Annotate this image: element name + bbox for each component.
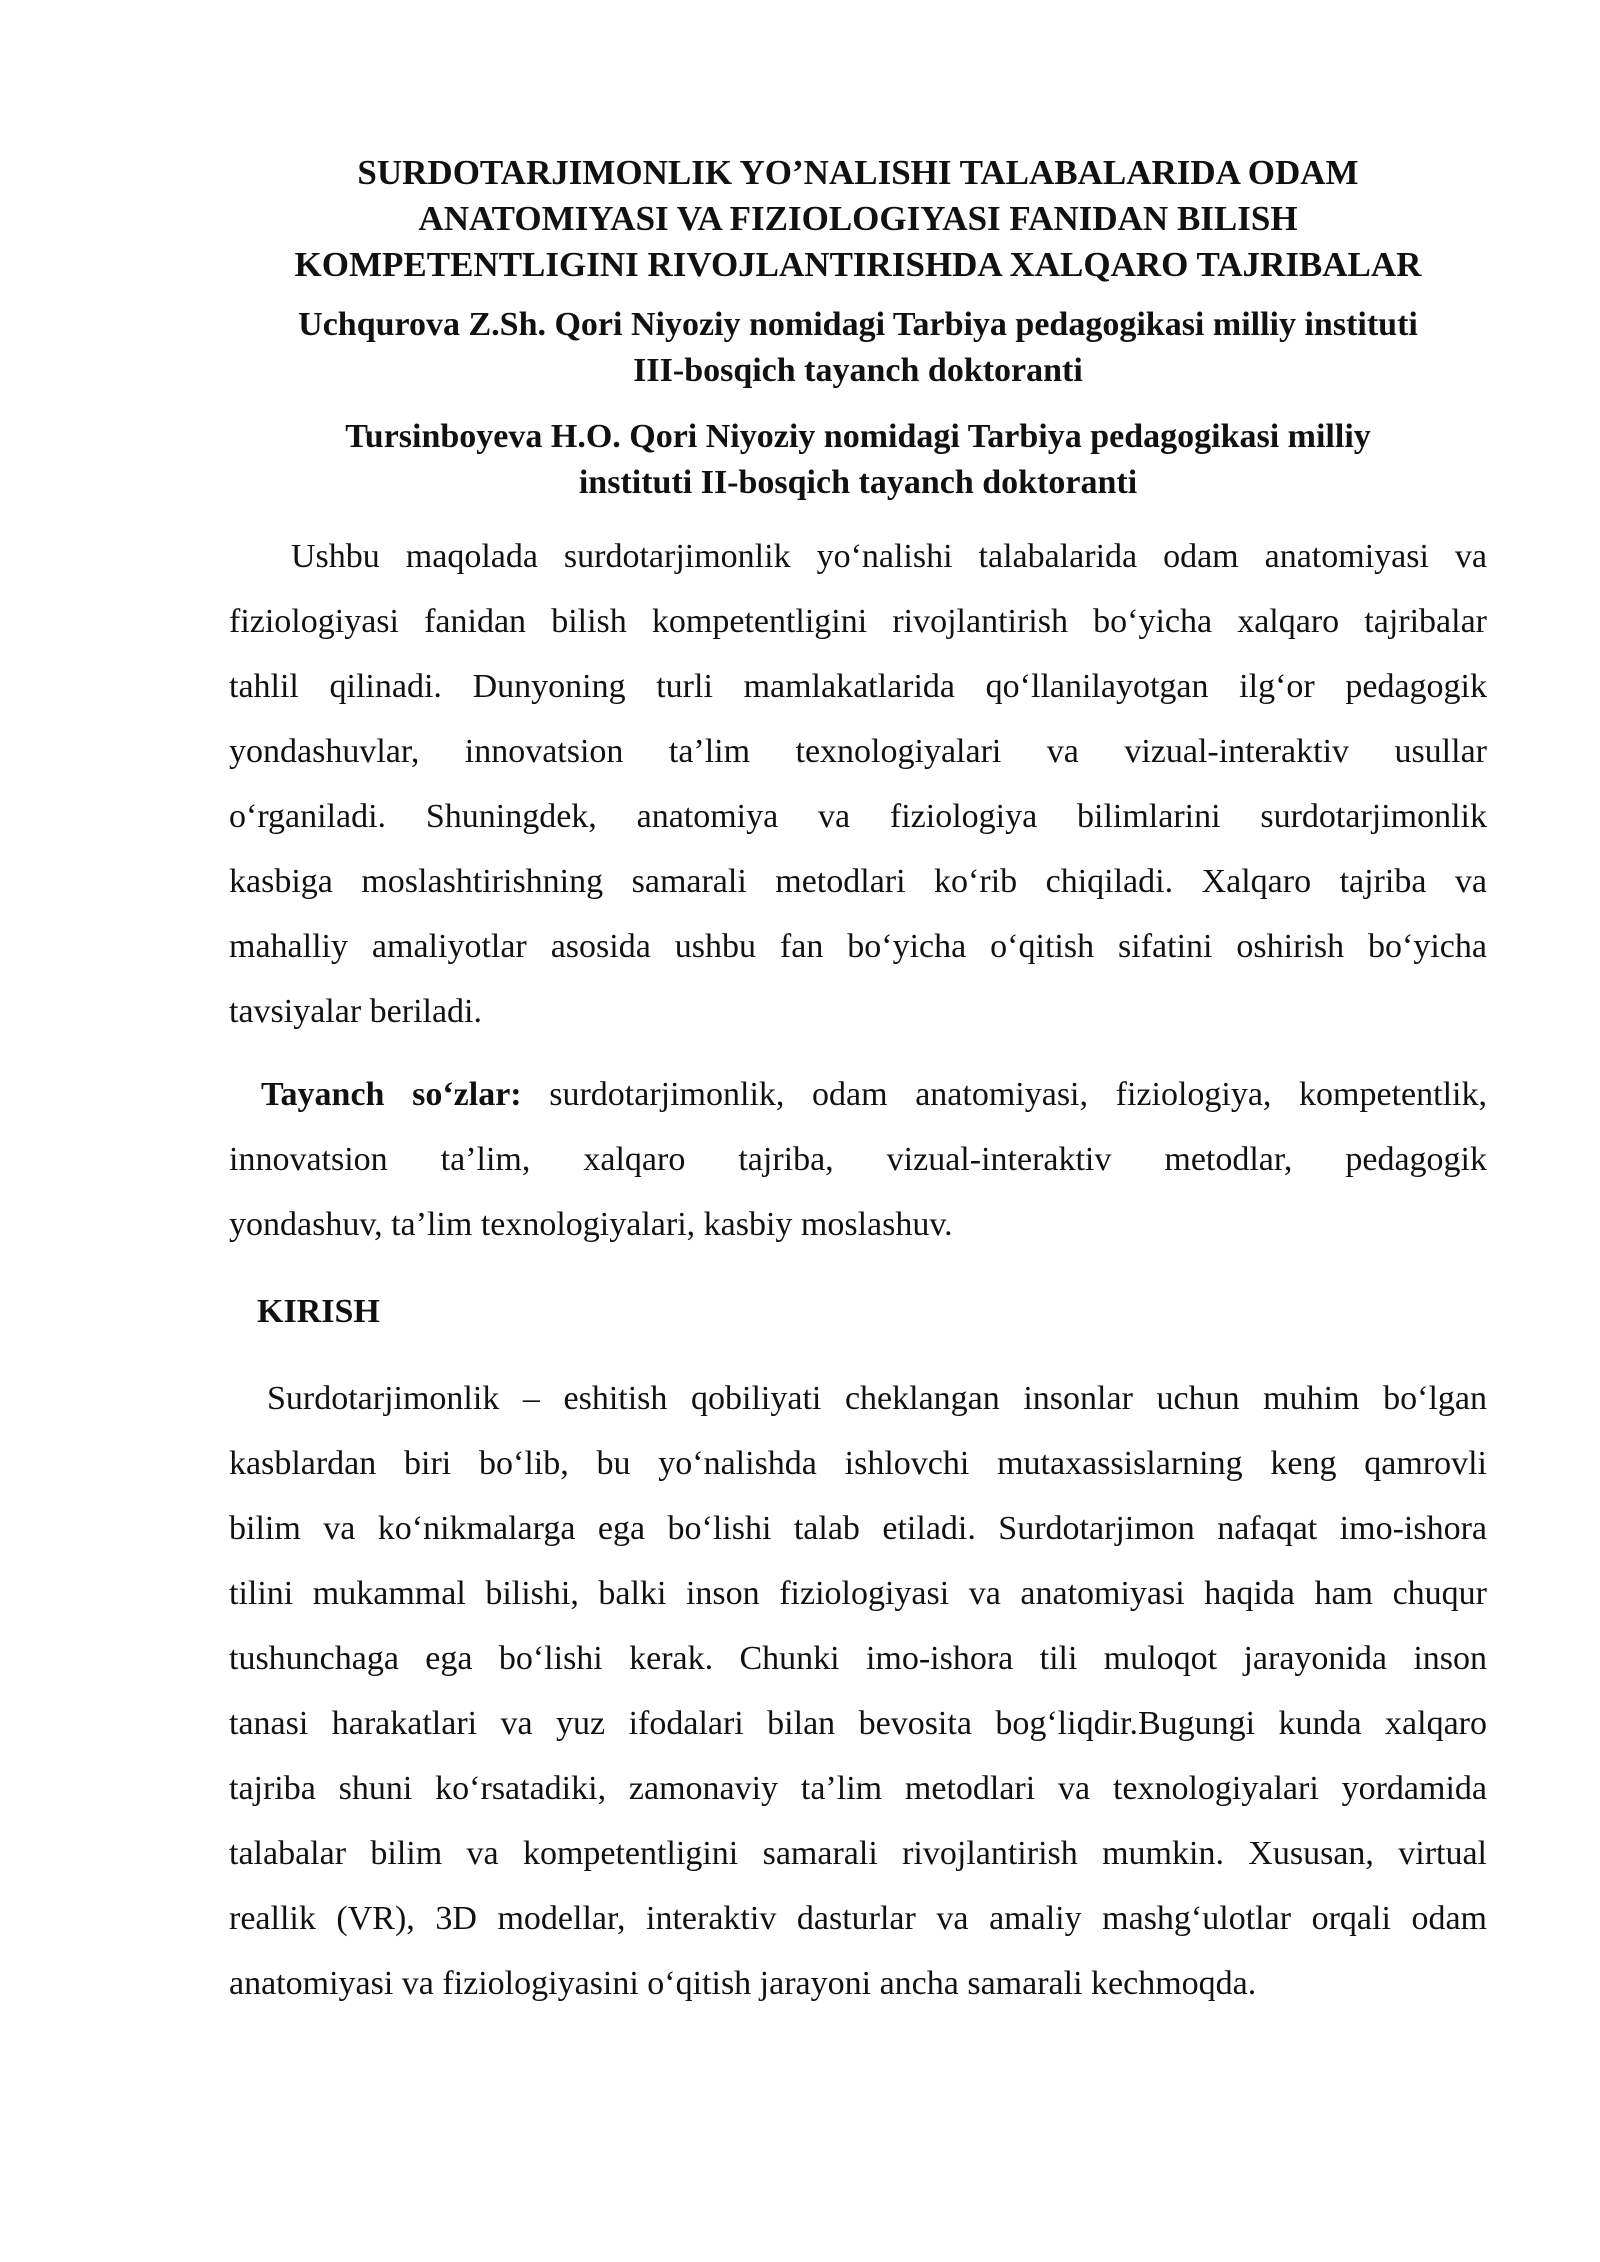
abstract-line: kasbiga moslashtirishning samarali metodlari ko‘rib chiqiladi. Xalqaro tajriba va [229,863,1487,900]
keywords-line [229,1062,1487,1127]
page-content [229,150,1487,2016]
abstract-line: tahlil qilinadi. Dunyoning turli mamlakatlarida qo‘llanilayotgan ilg‘or pedagogik [229,668,1487,705]
intro-paragraph [229,1366,1487,2016]
intro-line: anatomiyasi va fiziologiyasini o‘qitish jarayoni ancha samarali kechmoqda. [229,1965,1257,2002]
keywords-paragraph [229,1062,1487,1257]
intro-line: kasblardan biri bo‘lib, bu yo‘nalishda ishlovchi mutaxassislarning keng qamrovli [229,1445,1487,1482]
keywords-line: yondashuv, ta’lim texnologiyalari, kasbiy moslashuv. [229,1206,953,1243]
abstract-line: yondashuvlar, innovatsion ta’lim texnologiyalari va vizual-interaktiv usullar [229,733,1487,770]
section-heading-intro: KIRISH [257,1293,380,1330]
author-line: III-bosqich tayanch doktoranti [633,352,1083,389]
intro-line: tushunchaga ega bo‘lishi kerak. Chunki imo-ishora tili muloqot jarayonida inson [229,1640,1487,1677]
paper-title-line: SURDOTARJIMONLIK YO’NALISHI TALABALARIDA ODAM [357,153,1359,192]
author-block-2 [229,414,1487,506]
keywords-label: Tayanch so‘zlar: [261,1076,522,1113]
intro-line: Surdotarjimonlik – eshitish qobiliyati cheklangan insonlar uchun muhim bo‘lgan [267,1380,1487,1417]
intro-line: tajriba shuni ko‘rsatadiki, zamonaviy ta’lim metodlari va texnologiyalari yordamida [229,1770,1487,1807]
keywords-text: surdotarjimonlik, odam anatomiyasi, fiziologiya, kompetentlik, [521,1076,1487,1113]
intro-line: talabalar bilim va kompetentligini samarali rivojlantirish mumkin. Xususan, virtual [229,1835,1487,1872]
paper-title [229,150,1487,288]
abstract-line: tavsiyalar beriladi. [229,993,483,1030]
abstract-line: fiziologiyasi fanidan bilish kompetentligini rivojlantirish bo‘yicha xalqaro tajribalar [229,603,1487,640]
author-block-1 [229,302,1487,394]
author-line: Tursinboyeva H.O. Qori Niyoziy nomidagi Tarbiya pedagogikasi milliy [345,418,1371,455]
intro-line: tilini mukammal bilishi, balki inson fiziologiyasi va anatomiyasi haqida ham chuqur [229,1575,1487,1612]
abstract-paragraph [229,524,1487,1044]
abstract-line: o‘rganiladi. Shuningdek, anatomiya va fiziologiya bilimlarini surdotarjimonlik [229,798,1487,835]
abstract-line: mahalliy amaliyotlar asosida ushbu fan bo‘yicha o‘qitish sifatini oshirish bo‘yicha [229,928,1487,965]
author-line: instituti II-bosqich tayanch doktoranti [578,464,1138,501]
author-line: Uchqurova Z.Sh. Qori Niyoziy nomidagi Tarbiya pedagogikasi milliy instituti [298,306,1418,343]
intro-line: tanasi harakatlari va yuz ifodalari bilan bevosita bog‘liqdir.Bugungi kunda xalqaro [229,1705,1487,1742]
keywords-line: innovatsion ta’lim, xalqaro tajriba, vizual-interaktiv metodlar, pedagogik [229,1141,1487,1178]
intro-line: reallik (VR), 3D modellar, interaktiv dasturlar va amaliy mashg‘ulotlar orqali odam [229,1900,1487,1937]
paper-title-line: ANATOMIYASI VA FIZIOLOGIYASI FANIDAN BILISH [418,199,1298,238]
intro-line: bilim va ko‘nikmalarga ega bo‘lishi talab etiladi. Surdotarjimon nafaqat imo-ishora [229,1510,1487,1547]
abstract-line: Ushbu maqolada surdotarjimonlik yo‘nalishi talabalarida odam anatomiyasi va [291,538,1487,575]
paper-title-line: KOMPETENTLIGINI RIVOJLANTIRISHDA XALQARO TAJRIBALAR [294,245,1422,284]
